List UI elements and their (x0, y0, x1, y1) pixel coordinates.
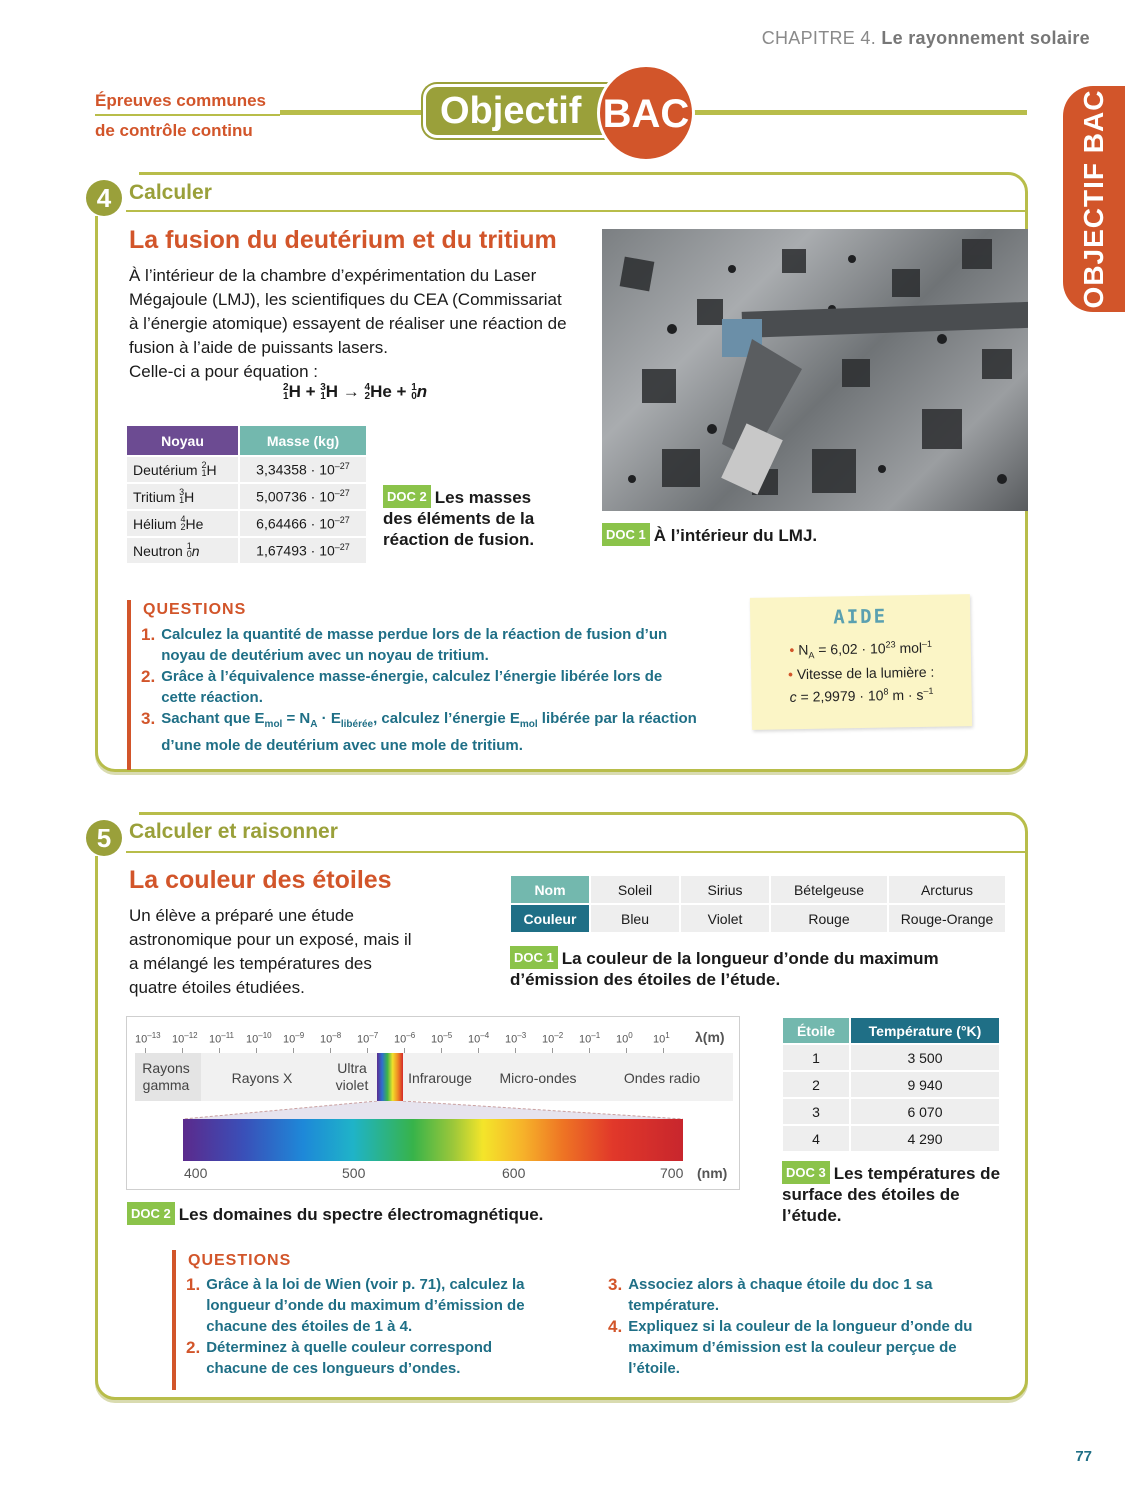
exercise-number: 5 (86, 820, 122, 856)
wavelength-tick: $10^{-4}$ (468, 1031, 490, 1046)
wavelength-tick: $10^{-2}$ (542, 1031, 564, 1046)
wavelength-tick: $10^{-8}$ (320, 1031, 342, 1046)
table-header: Masse (kg) (239, 426, 367, 456)
questions-bar (127, 600, 131, 770)
table-row: 2 9 940 (782, 1071, 1000, 1098)
table-header: Noyau (127, 426, 239, 456)
objectif-label: Objectif (423, 84, 633, 138)
wavelength-tick: $10^1$ (653, 1031, 670, 1046)
aide-line: $c = 2,9979 \cdot 10^8$ $m \cdot s^{-1}$ (789, 686, 934, 706)
exercise-title-rule (126, 851, 1028, 853)
list-item: 2. Déterminez à quelle couleur correspond chacune de ces longueurs d’ondes. (186, 1338, 493, 1377)
list-item: 1. Calculez la quantité de masse perdue lors de la réaction de fusion d’un noyau de deutérium avec un noyau de tritium. (141, 625, 668, 664)
table-row: Hélium 4 2He $6,64466 \cdot 10^{-27}$ (127, 510, 367, 537)
doc-tag: DOC 2 (383, 485, 431, 508)
chapter-heading: CHAPITRE 4. Le rayonnement solaire (761, 28, 1090, 48)
doc1-caption: DOC 1 La couleur de la longueur d’onde du maximum d’émission des étoiles de l’étude. (510, 946, 990, 990)
questions-bar (172, 1250, 176, 1390)
aide-line: • Vitesse de la lumière : (787, 664, 935, 683)
questions-list-right (608, 1274, 978, 1379)
header-rule-left (95, 114, 280, 116)
exercise-intro: À l’intérieur de la chambre d’expérimentation du Laser Mégajoule (LMJ), les scientifiques du CEA (Commissariat à l’énergie atomique) essayent de réaliser une réaction de fusion à l’aide de puissants lasers. (129, 266, 567, 357)
exercise-title: La couleur des étoiles (129, 866, 392, 894)
table-row: Étoile Température (°K) (782, 1017, 1000, 1044)
domain-label: Micro-ondes (499, 1070, 577, 1086)
side-tab-objectif-bac[interactable]: OBJECTIF BAC (1063, 86, 1125, 312)
wavelength-tick: $10^{-13}$ (135, 1031, 161, 1046)
exercise-title-rule (126, 210, 1028, 212)
questions-list-left (186, 1274, 546, 1379)
table-row: Tritium 3 1H $5,00736 \cdot 10^{-27}$ (127, 483, 367, 510)
visible-band (377, 1053, 403, 1101)
table-row: 4 4 290 (782, 1125, 1000, 1152)
wavelength-tick: $10^{-11}$ (209, 1031, 235, 1046)
exercise-category: Calculer et raisonner (129, 820, 338, 843)
exercise-intro: Un élève a préparé une étude astronomique pour un exposé, mais il a mélangé les températures des quatre étoiles étudiées. (129, 906, 412, 997)
wavelength-tick: $10^{-6}$ (394, 1031, 416, 1046)
mass-table (127, 426, 368, 565)
zoom-guide (127, 1101, 739, 1119)
exercise-number: 4 (86, 180, 122, 216)
exercise-title: La fusion du deutérium et du tritium (129, 226, 557, 254)
aide-line: • $N_A = 6,02 \cdot 10^{23}$ mol$^{-1}$ (789, 638, 933, 661)
wavelength-tick: $10^{-1}$ (579, 1031, 601, 1046)
temperature-table (781, 1016, 1001, 1153)
list-item: 4. Expliquez si la couleur de la longueur d’onde du maximum d’émission est la couleur perçue de l’étoile. (608, 1317, 973, 1377)
doc-tag: DOC 3 (782, 1161, 830, 1184)
nm-label: 500 (342, 1165, 366, 1181)
wavelength-tick: $10^{-7}$ (357, 1031, 379, 1046)
wavelength-tick: $10^{-5}$ (431, 1031, 453, 1046)
doc2-caption: DOC 2 Les masses des éléments de la réaction de fusion. (383, 485, 553, 550)
doc-tag: DOC 1 (602, 523, 650, 546)
table-row: Nom Soleil Sirius Bételgeuse Arcturus (510, 875, 1006, 904)
doc3-caption: DOC 3 Les températures de surface des étoiles de l’étude. (782, 1161, 1007, 1226)
aide-title: AIDE (833, 605, 888, 629)
wavelength-unit: λ(m) (695, 1029, 725, 1045)
em-spectrum-figure (126, 1016, 740, 1190)
domain-label: Infrarouge (408, 1070, 472, 1086)
list-item: 3. Sachant que $E_{mol} = N_A \cdot E_{libérée}$, calculez l’énergie $E_{mol}$ libérée par la réaction d’une mole de deutérium avec une mole de tritium. (141, 709, 697, 754)
wavelength-tick: $10^{-3}$ (505, 1031, 527, 1046)
wavelength-tick: $10^0$ (616, 1031, 633, 1046)
nm-unit: (nm) (697, 1165, 728, 1181)
wavelength-tick: $10^{-9}$ (283, 1031, 305, 1046)
table-row: Deutérium 2 1H $3,34358 \cdot 10^{-27}$ (127, 456, 367, 483)
aide-note (750, 594, 972, 730)
questions-list (141, 624, 701, 756)
doc-tag: DOC 2 (127, 1202, 175, 1225)
nm-label: 600 (502, 1165, 526, 1181)
table-row: Couleur Bleu Violet Rouge Rouge-Orange (510, 904, 1006, 933)
wavelength-tick: $10^{-12}$ (172, 1031, 198, 1046)
equation-label: Celle-ci a pour équation : (129, 362, 319, 381)
page-number: 77 (1075, 1448, 1092, 1465)
questions-title: QUESTIONS (188, 1252, 292, 1269)
nm-label: 400 (184, 1165, 208, 1181)
fusion-equation: 2 1H + 3 1H → 4 2He + 1 0n (283, 382, 428, 402)
visible-spectrum-bar (183, 1119, 683, 1161)
lmj-chamber-photo (602, 229, 1028, 511)
exercise-category: Calculer (129, 181, 212, 204)
epreuves-label: Épreuves communes de contrôle continu (95, 91, 267, 140)
domain-label: Rayons gamma (142, 1060, 190, 1093)
list-item: 1. Grâce à la loi de Wien (voir p. 71), calculez la longueur d’onde du maximum d’émission de chacune des étoiles de 1 à 4. (186, 1275, 525, 1335)
nm-label: 700 (660, 1165, 684, 1181)
list-item: 2. Grâce à l’équivalence masse-énergie, calculez l’énergie libérée lors de cette réaction. (141, 667, 663, 706)
wavelength-tick: $10^{-10}$ (246, 1031, 272, 1046)
star-color-table (509, 874, 1007, 934)
list-item: 3. Associez alors à chaque étoile du doc 1 sa température. (608, 1275, 933, 1314)
table-row: Neutron 1 0n $1,67493 \cdot 10^{-27}$ (127, 537, 367, 564)
domain-label: Ultra violet (335, 1060, 369, 1093)
table-row: 1 3 500 (782, 1044, 1000, 1071)
doc2-caption: DOC 2 Les domaines du spectre électromagnétique. (127, 1202, 543, 1225)
domain-label: Rayons X (231, 1070, 293, 1086)
doc1-caption: DOC 1 À l’intérieur du LMJ. (602, 523, 817, 546)
domain-label: Ondes radio (623, 1070, 701, 1086)
questions-title: QUESTIONS (143, 601, 247, 618)
doc-tag: DOC 1 (510, 946, 558, 969)
bac-badge: BAC (597, 64, 695, 162)
table-row: 3 6 070 (782, 1098, 1000, 1125)
